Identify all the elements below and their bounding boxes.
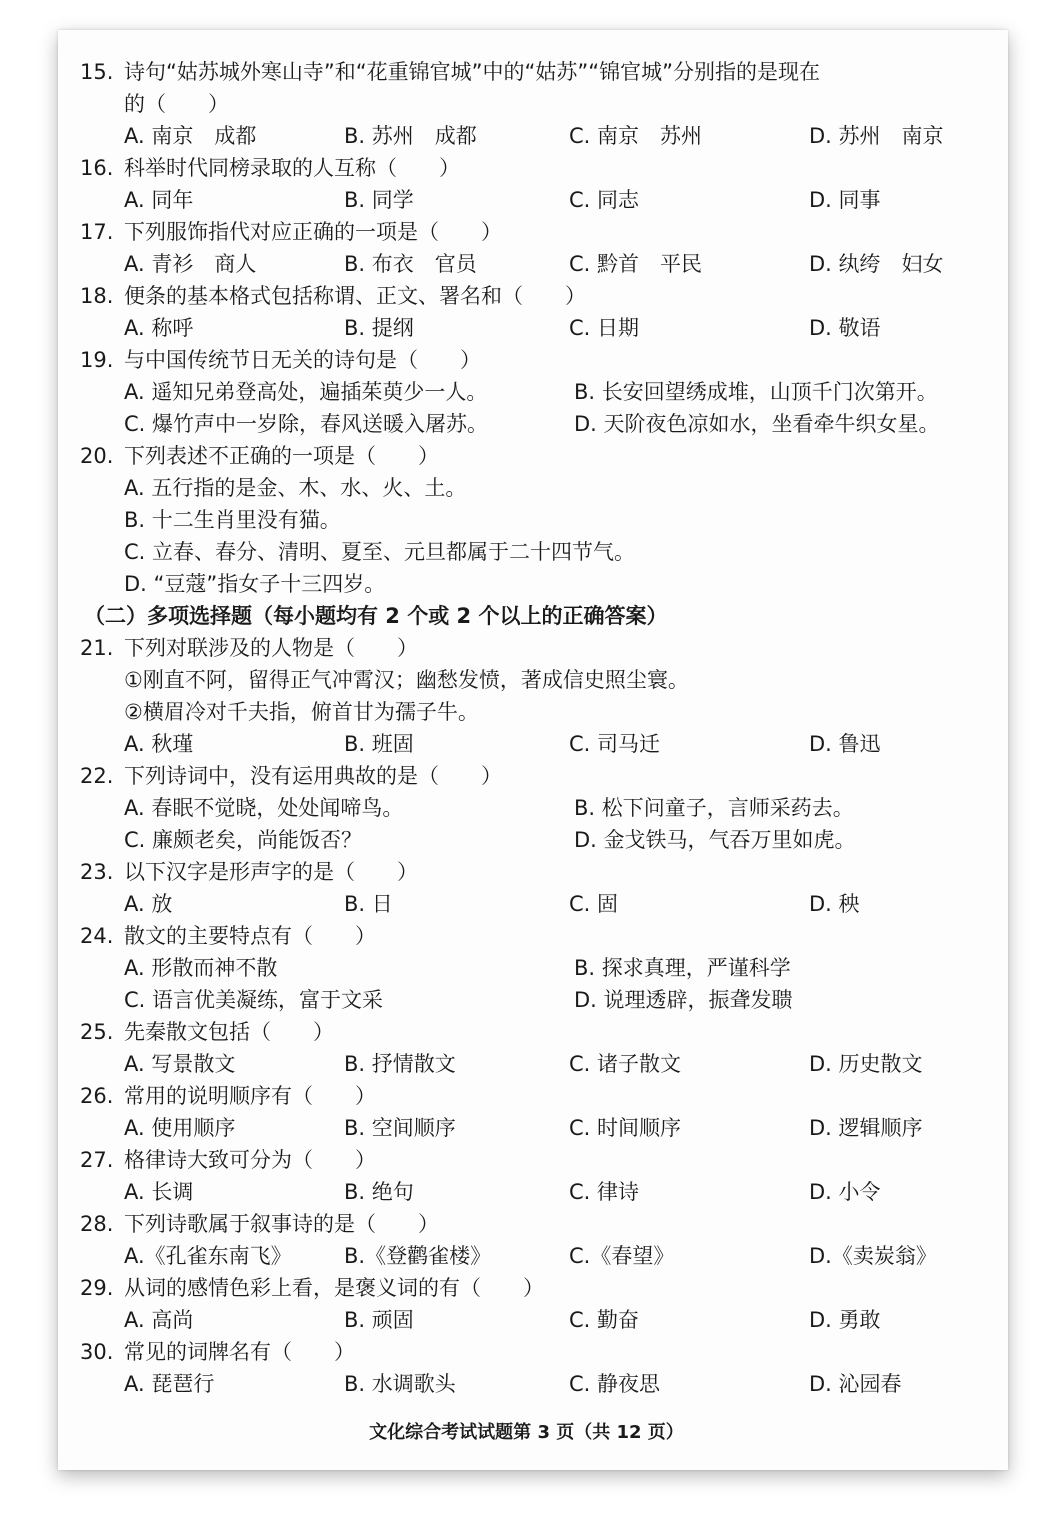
option-b: B. 空间顺序 [344,1116,456,1140]
option-d: D. 秧 [809,892,860,916]
option-b: B. 松下问童子，言师采药去。 [574,796,854,820]
option-b: B. 十二生肖里没有猫。 [124,508,341,532]
option-d: D. 金戈铁马，气吞万里如虎。 [574,828,856,852]
option-b: B. 顽固 [344,1308,414,1332]
question-number: 22. [80,764,114,788]
options-row [80,824,975,856]
options-row [80,408,975,440]
question-number: 30. [80,1340,114,1364]
question-number: 15. [80,60,114,84]
option-a: A. 南京 成都 [124,124,257,148]
question-stem: 下列表述不正确的一项是（ ） [124,444,439,468]
question-number: 18. [80,284,114,308]
option-d: D. 同事 [809,188,881,212]
option-d: D. 沁园春 [809,1372,902,1396]
option-d: D. 天阶夜色凉如水，坐看牵牛织女星。 [574,412,940,436]
option-d: D. 说理透辟，振聋发聩 [574,988,793,1012]
options-row [80,376,975,408]
option-a: A. 青衫 商人 [124,252,257,276]
question-17 [80,216,975,248]
option-c: C. 诸子散文 [569,1052,682,1076]
question-30 [80,1336,975,1368]
option-a: A. 同年 [124,188,194,212]
options-row [80,1240,975,1272]
option-b: B. 水调歌头 [344,1372,456,1396]
option-a: A. 五行指的是金、木、水、火、土。 [124,476,467,500]
question-29 [80,1272,975,1304]
question-stem: 与中国传统节日无关的诗句是（ ） [124,348,481,372]
question-25 [80,1016,975,1048]
question-stem: 下列服饰指代对应正确的一项是（ ） [124,220,502,244]
option-b: B. 同学 [344,188,414,212]
question-28 [80,1208,975,1240]
option-d: D. 纨绔 妇女 [809,252,944,276]
question-number: 17. [80,220,114,244]
option-a: A. 形散而神不散 [124,956,278,980]
question-number: 28. [80,1212,114,1236]
question-27 [80,1144,975,1176]
option-c: C. 语言优美凝练，富于文采 [124,988,384,1012]
question-stem: 下列诗词中，没有运用典故的是（ ） [124,764,502,788]
section-heading: （二）多项选择题（每小题均有 2 个或 2 个以上的正确答案） [84,604,668,628]
question-number: 25. [80,1020,114,1044]
option-c: C. 律诗 [569,1180,640,1204]
question-number: 27. [80,1148,114,1172]
option-c: C. 时间顺序 [569,1116,682,1140]
option-d: D. “豆蔻”指女子十三四岁。 [124,572,386,596]
question-stem-continued: 的（ ） [124,92,229,116]
option-b: B. 长安回望绣成堆，山顶千门次第开。 [574,380,938,404]
option-a: A.《孔雀东南飞》 [124,1244,292,1268]
question-24 [80,920,975,952]
question-20 [80,440,975,472]
question-stem: 以下汉字是形声字的是（ ） [124,860,418,884]
option-c: C. 爆竹声中一岁除，春风送暖入屠苏。 [124,412,489,436]
option-c: C. 勤奋 [569,1308,640,1332]
option-a: A. 使用顺序 [124,1116,236,1140]
option-c: C. 廉颇老矣，尚能饭否？ [124,828,363,852]
couplet-1: ①刚直不阿，留得正气冲霄汉；幽愁发愤，著成信史照尘寰。 [124,668,689,692]
option-c: C. 静夜思 [569,1372,661,1396]
option-b: B. 抒情散文 [344,1052,456,1076]
question-stem: 常用的说明顺序有（ ） [124,1084,376,1108]
option-c: C.《春望》 [569,1244,675,1268]
question-stem: 下列对联涉及的人物是（ ） [124,636,418,660]
option-a: A. 放 [124,892,173,916]
option-d: D. 小令 [809,1180,881,1204]
option-d: D. 勇敢 [809,1308,881,1332]
options-row [80,1368,975,1400]
question-stem: 散文的主要特点有（ ） [124,924,376,948]
question-stem: 格律诗大致可分为（ ） [124,1148,376,1172]
page-footer: 文化综合考试试题第 3 页（共 12 页） [369,1422,684,1443]
option-d: D. 鲁迅 [809,732,881,756]
exam-content [80,56,975,1400]
question-18 [80,280,975,312]
question-stem: 便条的基本格式包括称谓、正文、署名和（ ） [124,284,586,308]
couplet-2: ②横眉冷对千夫指，俯首甘为孺子牛。 [124,700,479,724]
options-row [80,728,975,760]
question-22 [80,760,975,792]
option-b: B. 探求真理，严谨科学 [574,956,791,980]
question-21 [80,632,975,664]
question-stem: 科举时代同榜录取的人互称（ ） [124,156,460,180]
option-b: B. 班固 [344,732,414,756]
option-a: A. 秋瑾 [124,732,194,756]
options-row [80,888,975,920]
option-a: A. 春眠不觉晓，处处闻啼鸟。 [124,796,404,820]
question-number: 23. [80,860,114,884]
question-stem: 诗句“姑苏城外寒山寺”和“花重锦官城”中的“姑苏”“锦官城”分别指的是现在 [124,60,821,84]
question-number: 19. [80,348,114,372]
question-number: 16. [80,156,114,180]
option-b: B. 提纲 [344,316,414,340]
option-c: C. 固 [569,892,619,916]
option-d: D.《卖炭翁》 [809,1244,937,1268]
option-a: A. 称呼 [124,316,194,340]
question-number: 24. [80,924,114,948]
option-c: C. 同志 [569,188,640,212]
options-row [80,1048,975,1080]
option-b: B. 日 [344,892,393,916]
options-row [80,120,975,152]
options-row [80,1304,975,1336]
options-row [80,1112,975,1144]
question-26 [80,1080,975,1112]
option-c: C. 司马迁 [569,732,661,756]
options-row [80,248,975,280]
question-19 [80,344,975,376]
question-number: 20. [80,444,114,468]
option-d: D. 敬语 [809,316,881,340]
option-c: C. 黔首 平民 [569,252,703,276]
option-b: B. 绝句 [344,1180,414,1204]
option-c: C. 日期 [569,316,640,340]
option-d: D. 苏州 南京 [809,124,944,148]
option-b: B. 苏州 成都 [344,124,477,148]
options-row [80,184,975,216]
question-stem: 从词的感情色彩上看，是褒义词的有（ ） [124,1276,544,1300]
option-a: A. 高尚 [124,1308,194,1332]
option-c: C. 南京 苏州 [569,124,703,148]
option-a: A. 写景散文 [124,1052,236,1076]
question-number: 29. [80,1276,114,1300]
options-row [80,1176,975,1208]
question-23 [80,856,975,888]
question-number: 21. [80,636,114,660]
option-a: A. 琵琶行 [124,1372,215,1396]
option-a: A. 长调 [124,1180,194,1204]
option-a: A. 遥知兄弟登高处，遍插茱萸少一人。 [124,380,488,404]
question-number: 26. [80,1084,114,1108]
options-row [80,952,975,984]
question-stem: 常见的词牌名有（ ） [124,1340,355,1364]
question-stem: 下列诗歌属于叙事诗的是（ ） [124,1212,439,1236]
option-b: B. 布衣 官员 [344,252,477,276]
option-d: D. 历史散文 [809,1052,923,1076]
options-row [80,792,975,824]
question-stem: 先秦散文包括（ ） [124,1020,334,1044]
options-row [80,984,975,1016]
options-row [80,312,975,344]
option-b: B.《登鹳雀楼》 [344,1244,492,1268]
question-16 [80,152,975,184]
option-d: D. 逻辑顺序 [809,1116,923,1140]
question-15 [80,56,975,88]
option-c: C. 立春、春分、清明、夏至、元旦都属于二十四节气。 [124,540,636,564]
